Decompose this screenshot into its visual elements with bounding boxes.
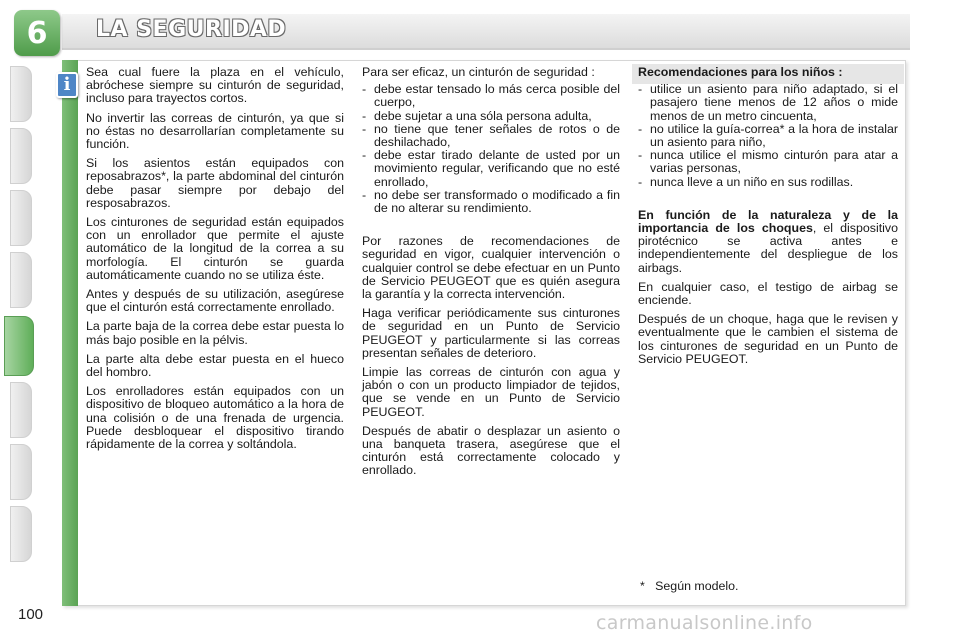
info-icon: i xyxy=(56,72,78,98)
list-item: - utilice un asiento para niño adaptado, si el pasajero tiene menos de 12 años o mide menos de un metro cincuenta, xyxy=(638,83,898,123)
children-recommendations-heading: Recomendaciones para los niños : xyxy=(638,65,843,79)
side-tab-1[interactable] xyxy=(10,66,32,122)
paragraph: Después de abatir o desplazar un asiento o una banqueta trasera, asegúrese que el cinturón está correctamente colocado y enrollado. xyxy=(362,423,620,478)
side-tab-7[interactable] xyxy=(10,444,32,500)
paragraph: En cualquier caso, el testigo de airbag se enciende. xyxy=(638,279,898,308)
paragraph: Los cinturones de seguridad están equipados con un enrollador que permite el ajuste automático de la longitud de la correa a su morfología. El cinturón se guarda automáticamente cuando no se utiliza éste. xyxy=(86,215,344,282)
paragraph: No invertir las correas de cinturón, ya que si no éstas no desarrollarían completamente su función. xyxy=(86,110,344,152)
panel-accent-strip xyxy=(62,60,78,606)
paragraph: Antes y después de su utilización, asegúrese que el cinturón está correctamente enrollado. xyxy=(86,287,344,315)
watermark: carmanualsonline.info xyxy=(596,612,813,634)
side-tab-8[interactable] xyxy=(10,506,32,562)
paragraph: Sea cual fuere la plaza en el vehículo, abróchese siempre su cinturón de seguridad, incluso para trayectos cortos. xyxy=(86,65,344,106)
list-item: - no tiene que tener señales de rotos o de deshilachado, xyxy=(362,123,620,149)
airbag-text: , el dispositivo pirotécnico se activa antes e independientemente del despliegue de los airbags. xyxy=(638,221,899,275)
side-tab-4[interactable] xyxy=(10,252,32,308)
list-item: - debe estar tirado delante de usted por un movimiento regular, verificando que no esté enrollado, xyxy=(362,149,620,189)
list-item: - debe estar tensado lo más cerca posible del cuerpo, xyxy=(362,83,620,109)
footnote: * Según modelo. xyxy=(640,579,739,593)
paragraph: Después de un choque, haga que le revisen y eventualmente que le cambien el sistema de los cinturones de seguridad en un Punto de Servicio PEUGEOT. xyxy=(638,312,898,366)
side-tab-security-active[interactable] xyxy=(4,316,34,376)
airbag-bold-text: En función de la naturaleza y de la importancia de los choques xyxy=(638,207,898,236)
paragraph: Si los asientos están equipados con reposabrazos*, la parte abdominal del cinturón debe pasar siempre por debajo del resposabrazos. xyxy=(86,156,344,210)
chapter-badge: 6 xyxy=(14,10,60,56)
children-recommendations-list xyxy=(638,83,898,189)
belt-requirements-list xyxy=(362,83,620,215)
spacer xyxy=(638,195,898,209)
column-middle xyxy=(362,66,620,484)
column-left xyxy=(86,66,344,457)
page-number: 100 xyxy=(18,606,44,623)
paragraph: La parte baja de la correa debe estar puesta lo más bajo posible en la pélvis. xyxy=(86,319,344,347)
list-item: - no debe ser transformado o modificado a fin de no alterar su rendimiento. xyxy=(362,189,620,215)
list-item: - nunca utilice el mismo cinturón para atar a varias personas, xyxy=(638,149,898,175)
paragraph: Los enrolladores están equipados con un dispositivo de bloqueo automático a la hora de una colisión o de una frenada de urgencia. Puede desbloquear el dispositivo tirando rápidamente de la correa y soltándola. xyxy=(86,384,344,452)
list-item: - nunca lleve a un niño en sus rodillas. xyxy=(638,176,898,189)
side-tab-6[interactable] xyxy=(10,382,32,438)
paragraph: Limpie las correas de cinturón con agua y jabón o con un producto limpiador de tejidos, que se vende en un Punto de Servicio PEUGEOT. xyxy=(362,365,620,419)
paragraph: La parte alta debe estar puesta en el hueco del hombro. xyxy=(86,351,344,380)
list-item: - debe sujetar a una sóla persona adulta, xyxy=(362,110,620,123)
spacer xyxy=(362,221,620,235)
paragraph: Para ser eficaz, un cinturón de seguridad : xyxy=(362,65,595,79)
paragraph-airbag xyxy=(638,209,898,275)
paragraph: Por razones de recomendaciones de seguridad en vigor, cualquier intervención o cualquier control se debe efectuar en un Punto de Servicio PEUGEOT que es quién asegura la garantía y la correcta intervención. xyxy=(362,234,620,302)
side-tab-3[interactable] xyxy=(10,190,32,246)
paragraph: Haga verificar periódicamente sus cinturones de seguridad en un Punto de Servicio PEUGEOT y particularmente si las correas presentan señales de deterioro. xyxy=(362,306,620,360)
chapter-title: LA SEGURIDAD xyxy=(96,17,287,42)
side-tab-2[interactable] xyxy=(10,128,32,184)
list-item: - no utilice la guía-correa* a la hora de instalar un asiento para niño, xyxy=(638,123,898,149)
header-divider xyxy=(62,48,910,50)
column-right xyxy=(638,66,898,372)
